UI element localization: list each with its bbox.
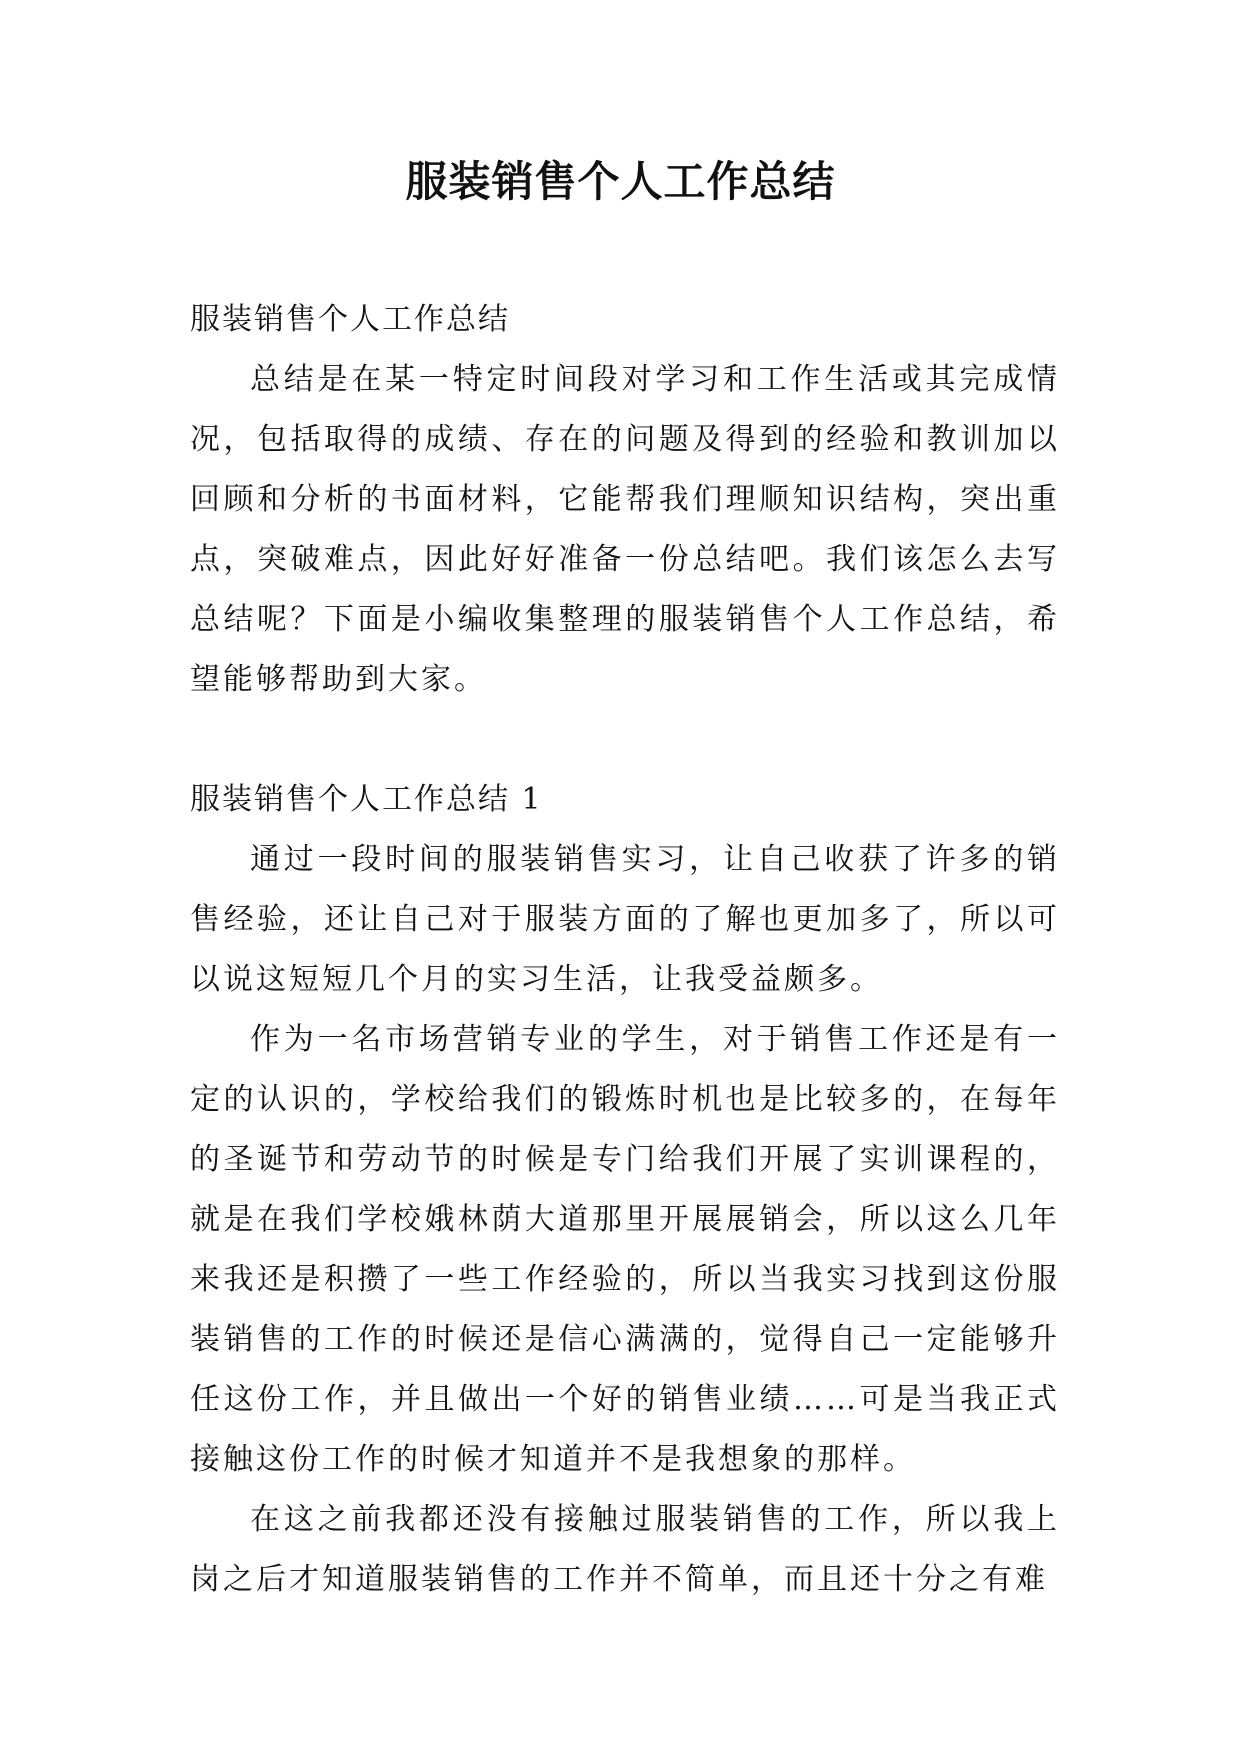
section-1-paragraph-3: 在这之前我都还没有接触过服装销售的工作，所以我上岗之后才知道服装销售的工作并不简单，而且还十分之有难 bbox=[190, 1502, 1060, 1597]
section-1-heading: 服装销售个人工作总结 1 bbox=[190, 782, 543, 817]
section-spacer bbox=[190, 710, 1060, 770]
intro-heading: 服装销售个人工作总结 bbox=[190, 302, 510, 337]
document-title: 服装销售个人工作总结 bbox=[405, 157, 836, 206]
document-body bbox=[190, 290, 1060, 1610]
section-1-paragraph-2: 作为一名市场营销专业的学生，对于销售工作还是有一定的认识的，学校给我们的锻炼时机也是比较多的，在每年的圣诞节和劳动节的时候是专门给我们开展了实训课程的，就是在我们学校娥林荫大道那里开展展销会，所以这么几年来我还是积攒了一些工作经验的，所以当我实习找到这份服装销售的工作的时候还是信心满满的，觉得自己一定能够升任这份工作，并且做出一个好的销售业绩……可是当我正式接触这份工作的时候才知道并不是我想象的那样。 bbox=[190, 1022, 1060, 1477]
intro-paragraph: 总结是在某一特定时间段对学习和工作生活或其完成情况，包括取得的成绩、存在的问题及得到的经验和教训加以回顾和分析的书面材料，它能帮我们理顺知识结构，突出重点，突破难点，因此好好准备一份总结吧。我们该怎么去写总结呢？下面是小编收集整理的服装销售个人工作总结，希望能够帮助到大家。 bbox=[190, 362, 1060, 697]
section-1-paragraph-1: 通过一段时间的服装销售实习，让自己收获了许多的销售经验，还让自己对于服装方面的了解也更加多了，所以可以说这短短几个月的实习生活，让我受益颇多。 bbox=[190, 842, 1060, 997]
